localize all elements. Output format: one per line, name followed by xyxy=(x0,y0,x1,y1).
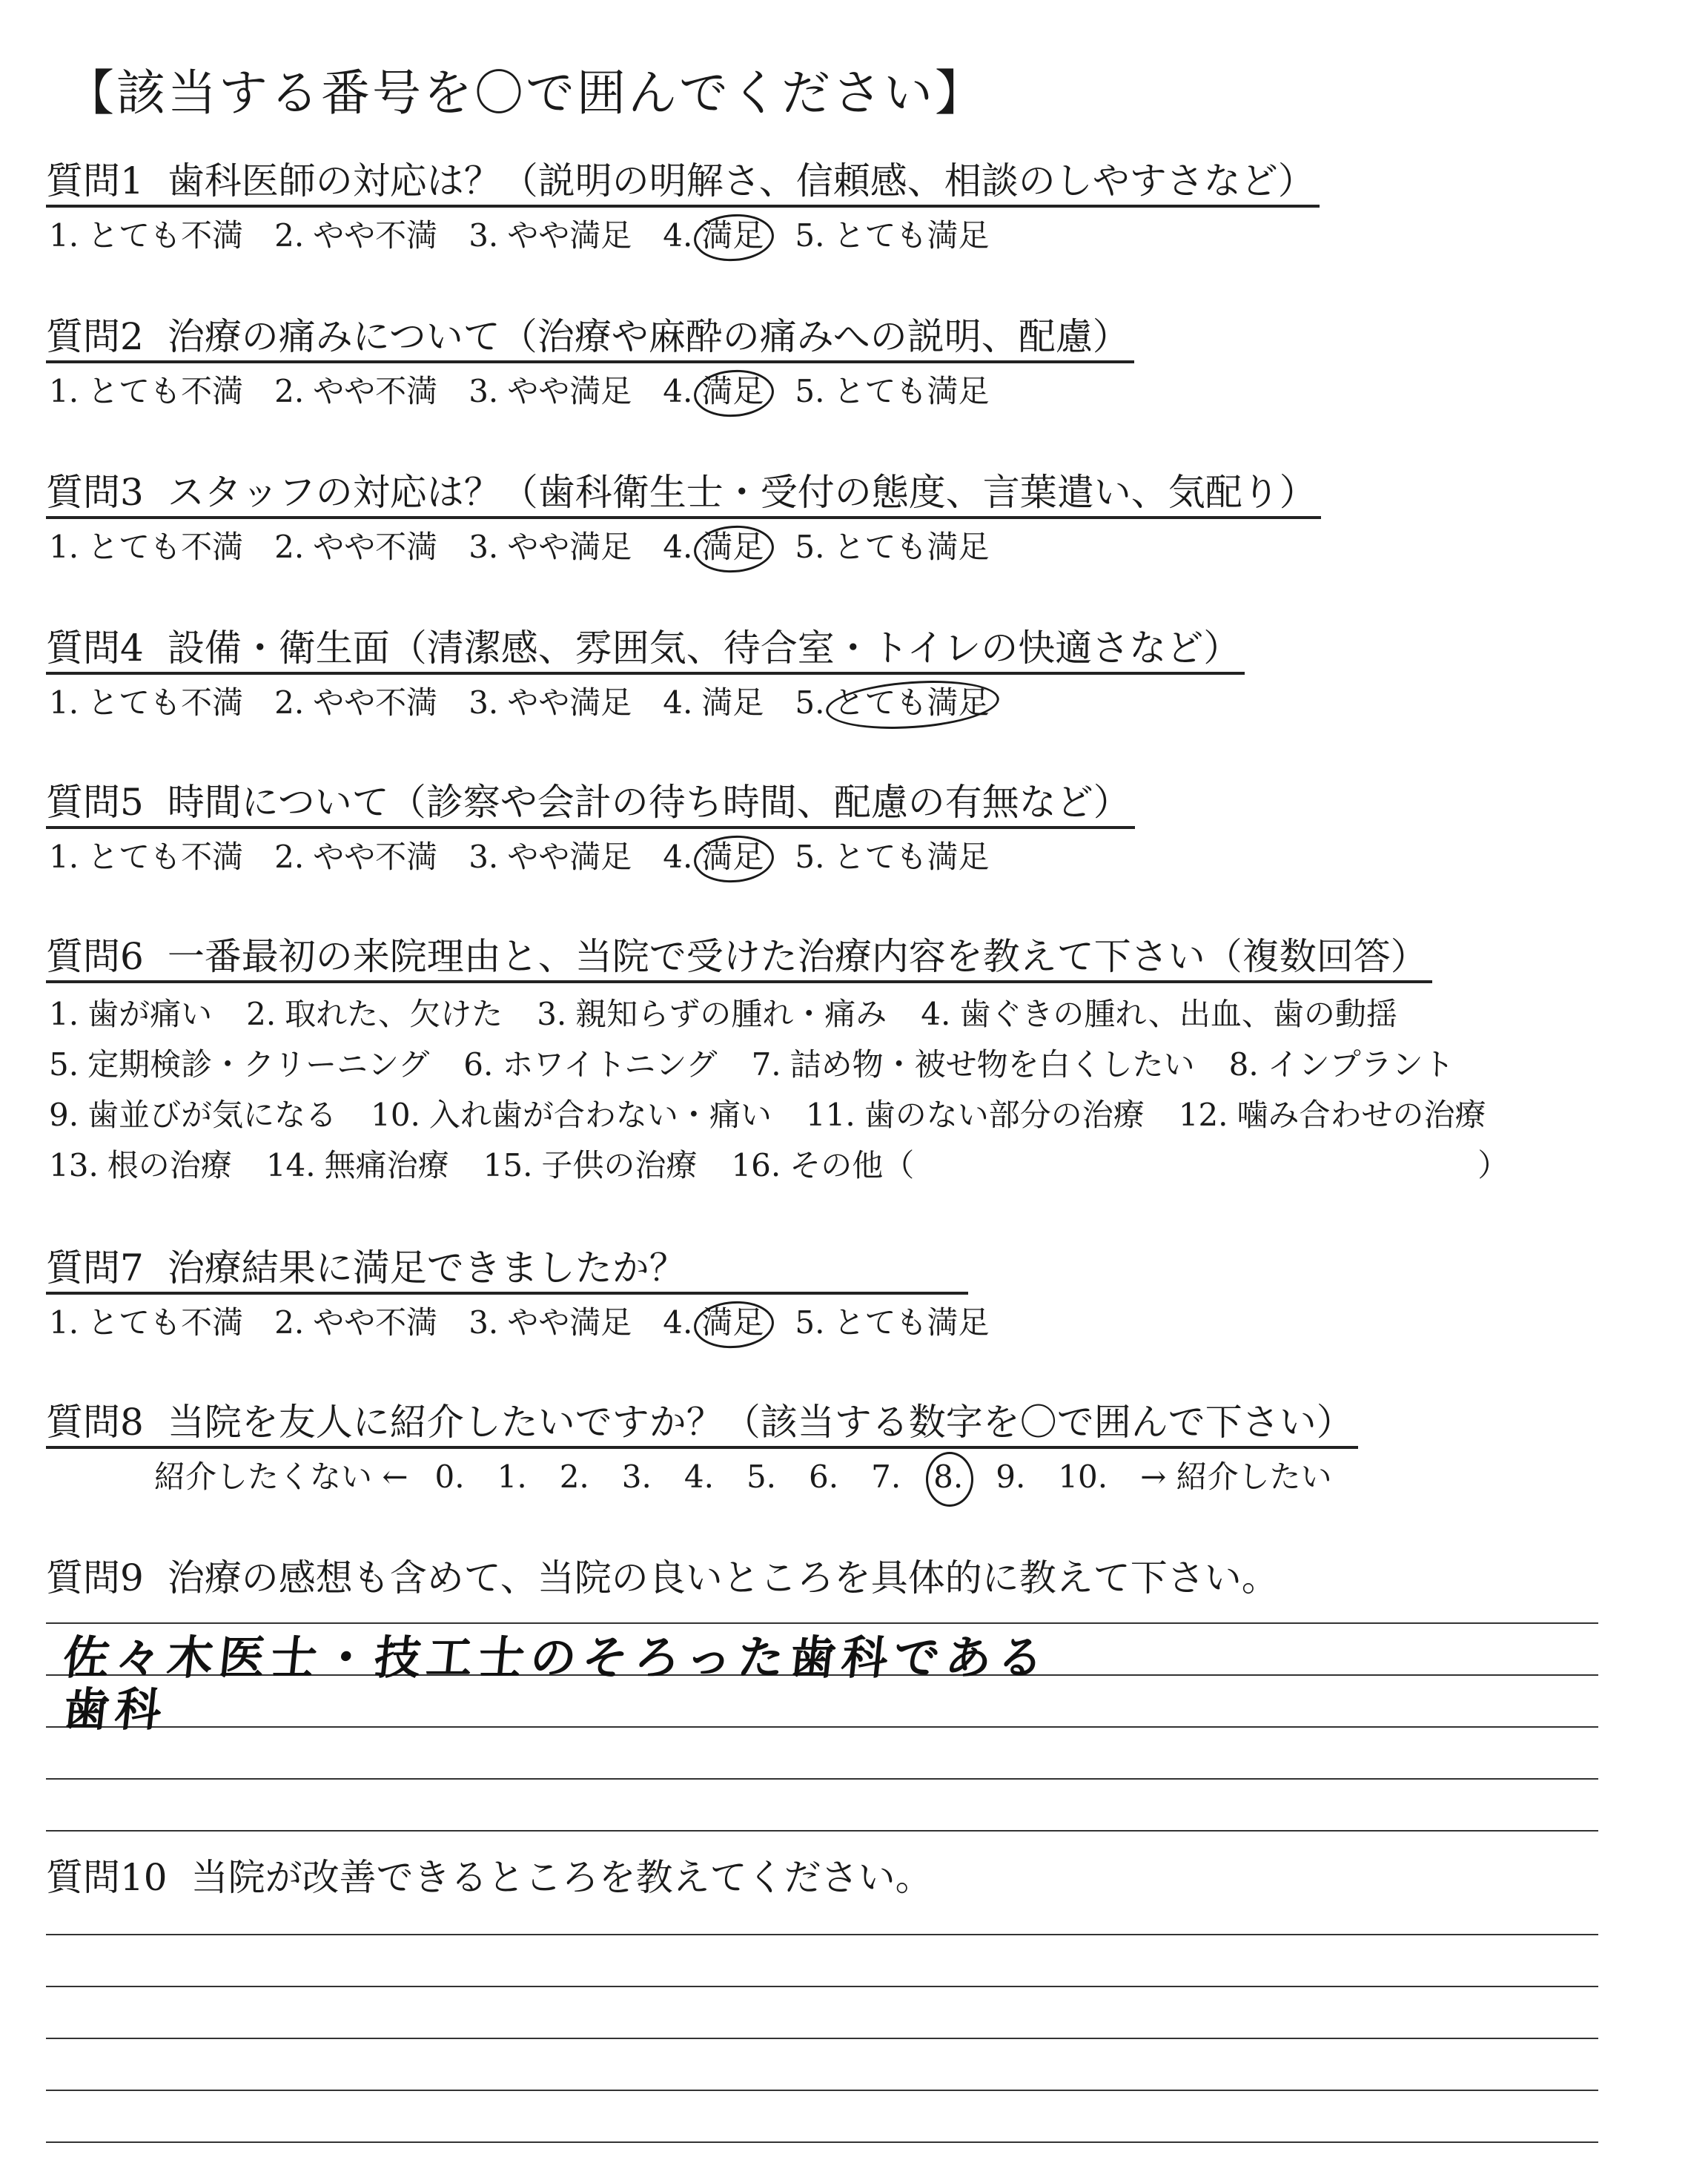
option[interactable]: 1. とても不満 xyxy=(49,684,244,721)
option[interactable]: 1. とても不満 xyxy=(49,217,244,254)
question-1-options xyxy=(49,215,1320,257)
question-5 xyxy=(46,779,1135,878)
option[interactable]: 1. 歯が痛い xyxy=(49,996,213,1032)
scale-option[interactable]: 1. xyxy=(497,1459,527,1495)
scale-option[interactable]: 8. xyxy=(933,1455,963,1499)
question-4-heading: 質問4 設備・衛生面（清潔感、雰囲気、待合室・トイレの快適さなど） xyxy=(46,624,1245,675)
question-3-heading: 質問3 スタッフの対応は？（歯科衛生士・受付の態度、言葉遣い、気配り） xyxy=(46,469,1321,519)
option[interactable]: 2. やや不満 xyxy=(274,373,438,409)
option[interactable]: 14. 無痛治療 xyxy=(265,1147,449,1183)
question-5-options xyxy=(49,836,1135,878)
question-8-scale xyxy=(154,1455,1359,1499)
scale-low-label: 紹介したくない ← xyxy=(154,1459,408,1495)
scale-option[interactable]: 4. xyxy=(683,1459,714,1495)
option[interactable]: 5. 定期検診・クリーニング xyxy=(49,1046,430,1083)
selection-circle xyxy=(926,1452,973,1507)
option[interactable]: 1. とても不満 xyxy=(49,529,244,565)
option[interactable]: 3. やや満足 xyxy=(469,373,632,409)
option[interactable]: 1. とても不満 xyxy=(49,373,244,409)
question-2-options xyxy=(49,371,1134,412)
option[interactable]: 2. やや不満 xyxy=(274,1304,438,1341)
option[interactable]: 5. とても満足 xyxy=(795,1304,990,1341)
option[interactable]: 4. 満足 xyxy=(663,526,764,568)
scale-high-label: → 紹介したい xyxy=(1140,1459,1332,1495)
scale-option[interactable]: 7. xyxy=(871,1459,901,1495)
option[interactable]: 2. やや不満 xyxy=(274,529,438,565)
scale-option[interactable]: 10. xyxy=(1058,1459,1108,1495)
option[interactable]: 3. やや満足 xyxy=(469,684,632,721)
option[interactable]: 4. 歯ぐきの腫れ、出血、歯の動揺 xyxy=(921,996,1397,1032)
question-9-heading: 質問9 治療の感想も含めて、当院の良いところを具体的に教えて下さい。 xyxy=(46,1556,1279,1599)
option[interactable]: 3. やや満足 xyxy=(469,839,632,875)
question-8-heading: 質問8 当院を友人に紹介したいですか？（該当する数字を〇で囲んで下さい） xyxy=(46,1398,1358,1449)
question-1-heading: 質問1 歯科医師の対応は？（説明の明解さ、信頼感、相談のしやすさなど） xyxy=(46,157,1320,208)
question-10-answer-area[interactable] xyxy=(46,1883,1598,2143)
scale-option[interactable]: 0. xyxy=(434,1459,465,1495)
scale-option[interactable]: 6. xyxy=(809,1459,839,1495)
question-9-answer-area[interactable] xyxy=(46,1572,1598,1832)
question-3-options xyxy=(49,526,1321,568)
option[interactable]: 5. とても満足 xyxy=(795,839,990,875)
option[interactable]: 1. とても不満 xyxy=(49,1304,244,1341)
question-2-heading: 質問2 治療の痛みについて（治療や麻酔の痛みへの説明、配慮） xyxy=(46,313,1134,363)
option[interactable]: 4. 満足 xyxy=(663,1302,764,1344)
scale-option[interactable]: 5. xyxy=(746,1459,777,1495)
question-4 xyxy=(46,624,1245,724)
handwritten-answer-line-1: 佐々木医士・技工士のそろった歯科である xyxy=(60,1631,1053,1685)
option[interactable]: 5. とても満足 xyxy=(795,217,990,254)
option[interactable]: 4. 満足 xyxy=(663,836,764,878)
question-7-heading: 質問7 治療結果に満足できましたか？ xyxy=(46,1244,968,1295)
option[interactable]: 9. 歯並びが気になる xyxy=(49,1097,337,1133)
option[interactable]: 2. やや不満 xyxy=(274,684,438,721)
option[interactable]: 8. インプラント xyxy=(1228,1046,1454,1083)
question-1 xyxy=(46,157,1320,257)
scale-option[interactable]: 3. xyxy=(621,1459,652,1495)
question-6-options xyxy=(49,989,1543,1191)
question-2 xyxy=(46,313,1134,412)
question-10-heading: 質問10 当院が改善できるところを教えてください。 xyxy=(46,1856,933,1899)
option[interactable]: 5. とても満足 xyxy=(795,529,990,565)
option[interactable]: 13. 根の治療 xyxy=(49,1147,232,1183)
option[interactable]: 5. とても満足 xyxy=(795,682,989,724)
option[interactable]: 1. とても不満 xyxy=(49,839,244,875)
question-6-heading: 質問6 一番最初の来院理由と、当院で受けた治療内容を教えて下さい（複数回答） xyxy=(46,933,1432,983)
question-7 xyxy=(46,1244,1020,1344)
option[interactable]: 11. 歯のない部分の治療 xyxy=(805,1097,1145,1133)
option[interactable]: 6. ホワイトニング xyxy=(463,1046,718,1083)
question-3 xyxy=(46,469,1321,568)
option[interactable]: 16. その他（ ） xyxy=(731,1147,1509,1183)
handwritten-answer-line-2: 歯科 xyxy=(60,1682,171,1737)
question-4-options xyxy=(49,682,1245,724)
question-5-heading: 質問5 時間について（診察や会計の待ち時間、配慮の有無など） xyxy=(46,779,1135,829)
option[interactable]: 2. やや不満 xyxy=(274,839,438,875)
option[interactable]: 3. 親知らずの腫れ・痛み xyxy=(537,996,887,1032)
option[interactable]: 15. 子供の治療 xyxy=(483,1147,698,1183)
option[interactable]: 12. 噛み合わせの治療 xyxy=(1178,1097,1486,1133)
option[interactable]: 2. 取れた、欠けた xyxy=(246,996,503,1032)
page-title: 【該当する番号を〇で囲んでください】 xyxy=(65,65,986,122)
option[interactable]: 4. 満足 xyxy=(663,684,764,721)
question-8 xyxy=(46,1398,1359,1499)
scale-option[interactable]: 2. xyxy=(559,1459,589,1495)
option[interactable]: 10. 入れ歯が合わない・痛い xyxy=(371,1097,772,1133)
option[interactable]: 3. やや満足 xyxy=(469,529,632,565)
option[interactable]: 3. やや満足 xyxy=(469,1304,632,1341)
option[interactable]: 4. 満足 xyxy=(663,371,764,412)
option[interactable]: 5. とても満足 xyxy=(795,373,990,409)
option[interactable]: 3. やや満足 xyxy=(469,217,632,254)
question-6 xyxy=(46,933,1543,1191)
option[interactable]: 2. やや不満 xyxy=(274,217,438,254)
question-7-options xyxy=(49,1302,1020,1344)
scale-option[interactable]: 9. xyxy=(996,1459,1026,1495)
option[interactable]: 4. 満足 xyxy=(663,215,764,257)
option[interactable]: 7. 詰め物・被せ物を白くしたい xyxy=(751,1046,1195,1083)
other-close-paren: ） xyxy=(1477,1147,1509,1183)
